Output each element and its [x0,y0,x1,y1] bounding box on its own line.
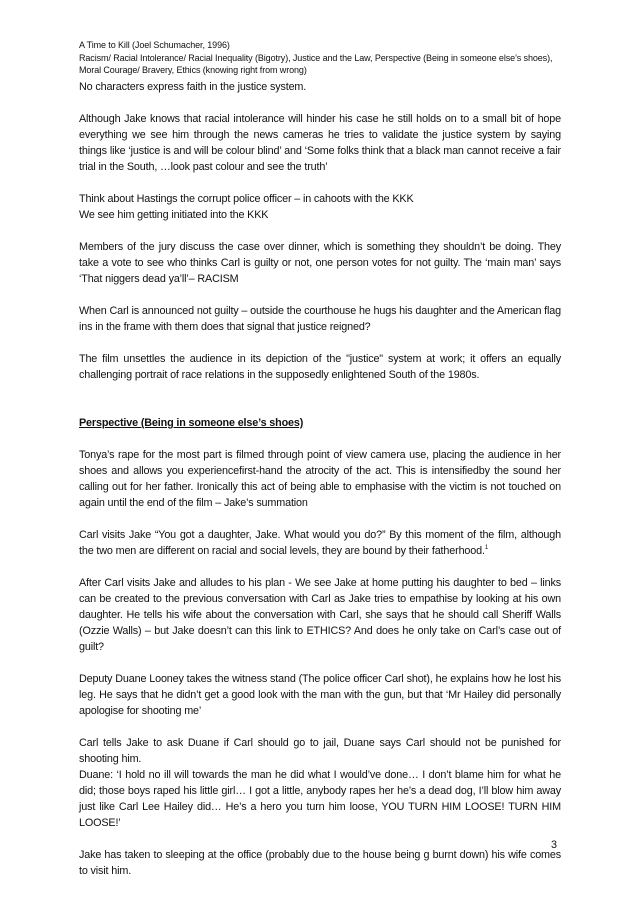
footnote-marker: 1 [484,545,489,551]
paragraph-duane-quote: Duane: ‘I hold no ill will towards the man he did what I would’ve done… I don’t blame him for what he did; those boys raped his little girl… I got a little, anybody rapes her he’s a dead dog, I’ll blow him away just like Carl Lee Hailey did… He’s a hero you turn him loose, YOU TURN HIM LOOSE! TURN HIM LOOSE!’ [79,769,561,829]
header-themes-line-1: Racism/ Racial Intolerance/ Racial Inequality (Bigotry), Justice and the Law, Perspective (Being in someone else’s shoes), [79,52,553,63]
page-header [79,39,563,77]
paragraph-faith: No characters express faith in the justice system. [79,81,307,93]
section-spacer [79,399,561,415]
paragraph-jake-hope: Although Jake knows that racial intolerance will hinder his case he still holds on to a small bit of hope everything we see him through the news cameras he tries to validate the justice system by saying things like ‘justice is and will be colour blind’ and ‘Some folks think that a black man cannot receive a fair trial in the South, …look past colour and see the truth’ [79,113,561,173]
paragraph-unsettles: The film unsettles the audience in its depiction of the "justice" system at work; it offers an equally challenging portrait of race relations in the supposedly enlightened South of the 1980s. [79,353,561,381]
paragraph-jake-office: Jake has taken to sleeping at the office (probably due to the house being g burnt down) his wife comes to visit him. [79,849,561,877]
header-title: A Time to Kill (Joel Schumacher, 1996) [79,40,230,50]
section-heading-perspective: Perspective (Being in someone else’s shoes) [79,417,304,429]
paragraph-carl-visits [79,527,561,559]
paragraph-kkk-initiation: We see him getting initiated into the KKK [79,209,269,221]
paragraph-after-visit: After Carl visits Jake and alludes to his plan - We see Jake at home putting his daughter to bed – links can be created to the previous conversation with Carl as Jake tries to empathise by looking at his own daughter. He tells his wife about the conversation with Carl, she says that he should call Sheriff Walls (Ozzie Walls) – but Jake doesn’t can this link to ETHICS? And does he only take on Carl’s case out of guilt? [79,577,561,653]
paragraph-jury: Members of the jury discuss the case over dinner, which is something they shouldn’t be doing. They take a vote to see who thinks Carl is guilty or not, one person votes for not guilty. The ‘main man’ says ‘That niggers dead ya’ll’– RACISM [79,241,561,285]
paragraph-carl-tells-jake: Carl tells Jake to ask Duane if Carl should go to jail, Duane says Carl should not be punished for shooting him. [79,737,561,765]
paragraph-tonya: Tonya’s rape for the most part is filmed through point of view camera use, placing the audience in her shoes and allows you experiencefirst-hand the atrocity of the act. This is intensifiedby the sound her calling out for her father. Ironically this act of being able to emphasise with the victim is not touched on again until the end of the film – Jake’s summation [79,449,561,509]
paragraph-deputy-looney: Deputy Duane Looney takes the witness stand (The police officer Carl shot), he explains how he lost his leg. He says that he didn’t get a good look with the man with the gun, but that ‘Mr Hailey did personally apologise for shooting me’ [79,673,561,717]
page-number: 3 [551,839,558,851]
paragraph-carl-visits-text: Carl visits Jake “You got a daughter, Jake. What would you do?” By this moment of the film, although the two men are different on racial and social levels, they are bound by their fatherhood. [79,529,561,557]
header-themes-line-2: Moral Courage/ Bravery, Ethics (knowing right from wrong) [79,65,307,75]
document-body [79,79,561,895]
paragraph-hastings: Think about Hastings the corrupt police officer – in cahoots with the KKK [79,193,414,205]
paragraph-not-guilty: When Carl is announced not guilty – outside the courthouse he hugs his daughter and the American flag ins in the frame with them does that signal that justice reigned? [79,305,561,333]
